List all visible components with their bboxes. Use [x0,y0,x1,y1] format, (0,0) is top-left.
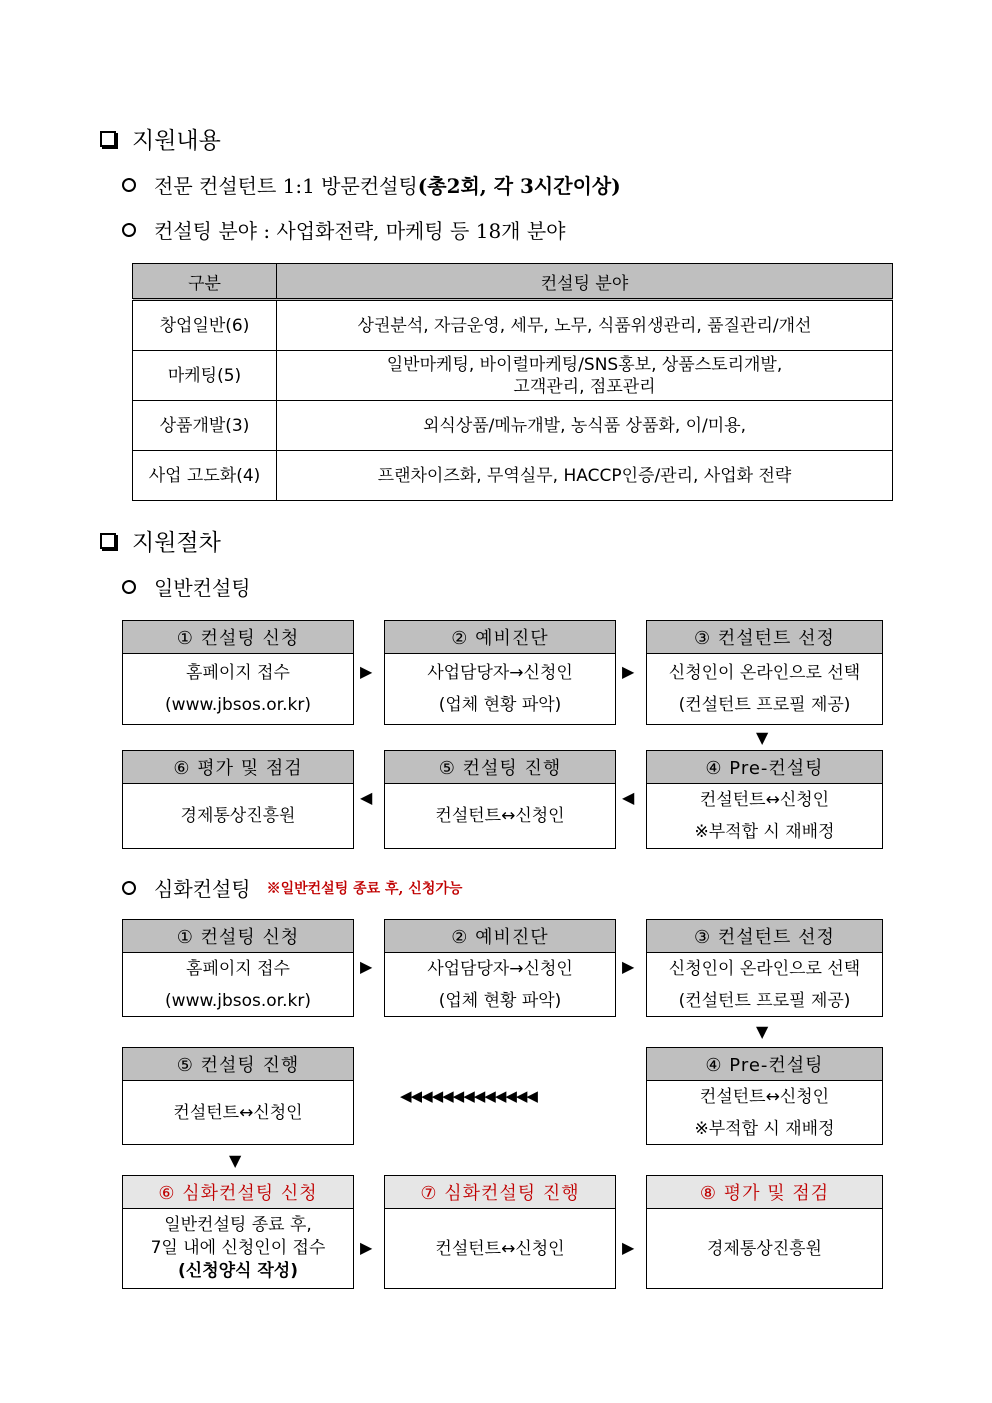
arrow-right-icon: ▶ [622,662,635,681]
advanced-step-4-box [646,1047,883,1145]
section-title-support-content [100,122,221,155]
table-cell-category: 마케팅(5) [133,351,277,401]
step-line: (www.jbsos.or.kr) [165,695,311,715]
step-line: (컨설턴트 프로필 제공) [678,990,851,1011]
advanced-step-2-box [384,919,616,1017]
step-head: ② 예비진단 [385,621,615,654]
bullet-text: 컨설팅 분야 : 사업화전략, 마케팅 등 18개 분야 [154,219,566,243]
step-head: ① 컨설팅 신청 [123,621,353,654]
general-step-4-box [646,750,883,849]
step-line: (업체 현황 파악) [438,695,562,715]
step-head: ⑦ 심화컨설팅 진행 [385,1176,615,1209]
general-step-6-box [122,750,354,849]
table-header-row [133,264,893,300]
step-line: 7일 내에 신청인이 접수 [150,1238,326,1258]
step-line: 사업담당자→신청인 [427,663,573,683]
table-cell-category: 사업 고도화(4) [133,451,277,501]
step-line: 경제통상진흥원 [180,806,296,826]
step-line: ※부적합 시 재배정 [694,1118,835,1139]
long-left-arrow-icon: ◀◀◀◀◀◀◀◀◀◀◀◀◀ [400,1087,537,1105]
table-cell-fields: 상권분석, 자금운영, 세무, 노무, 식품위생관리, 품질관리/개선 [277,300,893,351]
section-title-text: 지원절차 [132,530,221,556]
table-cell-category: 창업일반(6) [133,300,277,351]
step-head: ④ Pre-컨설팅 [647,1048,882,1081]
bullet-consulting-type [122,170,621,199]
section-title-support-procedure [100,524,221,557]
arrow-right-icon: ▶ [622,1238,635,1257]
step-head: ⑧ 평가 및 점검 [647,1176,882,1209]
circle-bullet-icon [122,178,136,192]
step-head: ③ 컨설턴트 선정 [647,621,882,654]
step-line: 컨설턴트↔신청인 [435,1238,565,1259]
table-row [133,451,893,501]
bullet-bold-text: (총2회, 각 3시간이상) [417,174,621,198]
step-head: ④ Pre-컨설팅 [647,751,882,784]
step-head: ⑤ 컨설팅 진행 [385,751,615,784]
general-step-5-box [384,750,616,849]
step-line: 경제통상진흥원 [707,1238,822,1259]
advanced-step-6-box [122,1175,354,1289]
step-head: ③ 컨설턴트 선정 [647,920,882,953]
arrow-right-icon: ▶ [622,957,635,976]
step-line: 신청인이 온라인으로 선택 [668,663,861,683]
table-header-category: 구분 [133,264,277,300]
table-row [133,351,893,401]
table-row [133,300,893,351]
advanced-step-7-box [384,1175,616,1289]
step-line: ※부적합 시 재배정 [694,822,835,842]
arrow-down-icon: ▼ [229,1151,242,1170]
step-line: 홈페이지 접수 [186,663,290,683]
table-cell-line: 일반마케팅, 바이럴마케팅/SNS홍보, 상품스토리개발, [386,354,783,375]
step-head: ① 컨설팅 신청 [123,920,353,953]
step-line: 일반컨설팅 종료 후, [164,1215,312,1235]
arrow-right-icon: ▶ [360,662,373,681]
table-cell-category: 상품개발(3) [133,401,277,451]
circle-bullet-icon [122,881,136,895]
table-cell-fields: 프랜차이즈화, 무역실무, HACCP인증/관리, 사업화 전략 [277,451,893,501]
step-line-bold: (신청양식 작성) [178,1261,298,1281]
consulting-fields-table [132,263,893,501]
bullet-general-consulting [122,572,251,601]
advanced-step-5-box [122,1047,354,1145]
bullet-advanced-consulting [122,873,462,902]
checkbox-square-icon [100,533,116,549]
bullet-text: 일반컨설팅 [154,576,251,600]
step-line: 컨설턴트↔신청인 [173,1102,303,1123]
advanced-step-3-box [646,919,883,1017]
step-line: 컨설턴트↔신청인 [699,790,830,810]
step-line: 사업담당자→신청인 [427,958,573,979]
arrow-left-icon: ◀ [622,788,635,807]
arrow-right-icon: ▶ [360,1238,373,1257]
step-head: ⑥ 평가 및 점검 [123,751,353,784]
advanced-step-8-box [646,1175,883,1289]
step-line: (업체 현황 파악) [438,990,562,1011]
step-line: 신청인이 온라인으로 선택 [668,958,861,979]
arrow-down-icon: ▼ [756,1022,769,1041]
checkbox-square-icon [100,131,116,147]
advanced-note: ※일반컨설팅 종료 후, 신청가능 [266,880,463,897]
table-row [133,401,893,451]
table-cell-line: 고객관리, 점포관리 [513,376,656,397]
bullet-consulting-fields [122,215,566,244]
bullet-text: 심화컨설팅 [154,877,251,901]
general-step-2-box [384,620,616,725]
step-line: (www.jbsos.or.kr) [165,990,311,1011]
arrow-left-icon: ◀ [360,788,373,807]
advanced-step-1-box [122,919,354,1017]
step-line: 컨설턴트↔신청인 [435,806,565,826]
step-head: ⑥ 심화컨설팅 신청 [123,1176,353,1209]
circle-bullet-icon [122,223,136,237]
table-header-fields: 컨설팅 분야 [277,264,893,300]
step-line: 홈페이지 접수 [186,958,290,979]
step-head: ⑤ 컨설팅 진행 [123,1048,353,1081]
circle-bullet-icon [122,580,136,594]
arrow-down-icon: ▼ [756,728,769,747]
step-line: (컨설턴트 프로필 제공) [678,695,851,715]
general-step-3-box [646,620,883,725]
general-step-1-box [122,620,354,725]
table-cell-fields [277,351,893,401]
bullet-text: 전문 컨설턴트 1:1 방문컨설팅 [154,174,418,198]
step-head: ② 예비진단 [385,920,615,953]
table-cell-fields: 외식상품/메뉴개발, 농식품 상품화, 이/미용, [277,401,893,451]
arrow-right-icon: ▶ [360,957,373,976]
section-title-text: 지원내용 [132,128,221,154]
step-line: 컨설턴트↔신청인 [699,1086,830,1107]
